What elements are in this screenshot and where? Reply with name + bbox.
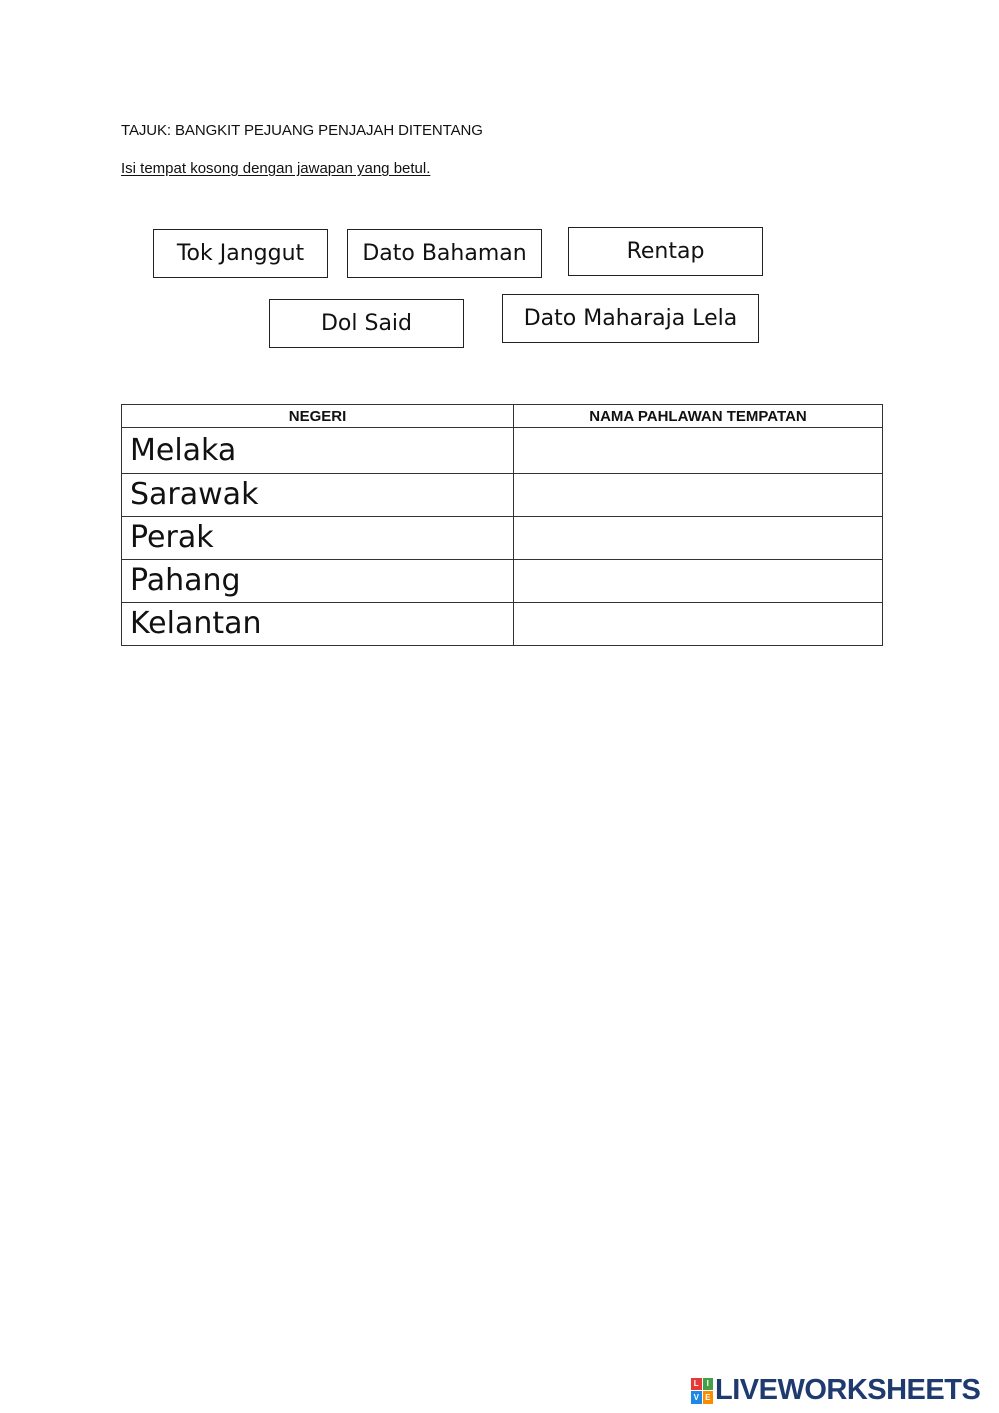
answer-option-dato-bahaman[interactable]: Dato Bahaman [347, 229, 542, 278]
answer-drop-cell[interactable] [514, 474, 883, 517]
state-cell: Melaka [122, 428, 514, 474]
liveworksheets-logo [691, 1374, 980, 1407]
answer-drop-cell[interactable] [514, 560, 883, 603]
answer-option-rentap[interactable]: Rentap [568, 227, 763, 276]
worksheet-title: TAJUK: BANGKIT PEJUANG PENJAJAH DITENTANG [121, 122, 483, 139]
table-row [122, 428, 883, 474]
answer-option-tok-janggut[interactable]: Tok Janggut [153, 229, 328, 278]
table-row [122, 560, 883, 603]
logo-tile-i: I [703, 1378, 714, 1391]
table-row [122, 603, 883, 646]
answer-drop-cell[interactable] [514, 517, 883, 560]
logo-wordmark: LIVEWORKSHEETS [715, 1374, 981, 1406]
table-row [122, 474, 883, 517]
logo-tile-e: E [703, 1391, 714, 1404]
logo-tile-l: L [691, 1378, 702, 1391]
header-nama-pahlawan: NAMA PAHLAWAN TEMPATAN [514, 405, 883, 428]
state-cell: Sarawak [122, 474, 514, 517]
liveworksheets-logo-icon [691, 1378, 713, 1404]
answer-drop-cell[interactable] [514, 603, 883, 646]
table-row [122, 517, 883, 560]
answer-table [121, 404, 883, 646]
logo-tile-v: V [691, 1391, 702, 1404]
table-header-row [122, 405, 883, 428]
answer-option-dol-said[interactable]: Dol Said [269, 299, 464, 348]
answer-drop-cell[interactable] [514, 428, 883, 474]
state-cell: Pahang [122, 560, 514, 603]
state-cell: Kelantan [122, 603, 514, 646]
header-negeri: NEGERI [122, 405, 514, 428]
worksheet-instruction: Isi tempat kosong dengan jawapan yang betul. [121, 160, 431, 177]
answer-option-dato-maharaja-lela[interactable]: Dato Maharaja Lela [502, 294, 759, 343]
state-cell: Perak [122, 517, 514, 560]
